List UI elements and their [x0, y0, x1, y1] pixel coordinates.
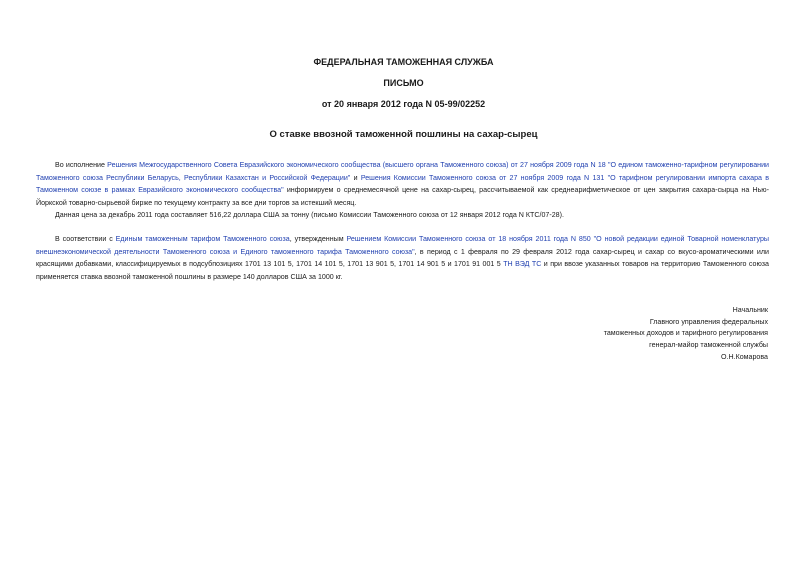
signature-block	[604, 305, 768, 364]
link-commission-decision-131[interactable]: Решения Комиссии Таможенного союза от 27 ноября 2009 года N 131 "О тарифном регулировании импорта сахара в Таможенном союзе в рамках Евразийского экономического сообщества"	[36, 173, 770, 194]
signature-department-1: Главного управления федеральных	[649, 317, 768, 326]
paragraph-1-text-3: информируем о среднемесячной цене на сахар-сырец, рассчитываемой как среднеарифметическое от цен закрытия сахара-сырца на Нью-Йоркской товарно-сырьевой бирже по текущему контракту за все дни торгов за истекший месяц.	[36, 186, 769, 207]
paragraph-3-text-3: , в период с 1 февраля по 29 февраля 2012 года сахар-сырец и сахар со вкусо-ароматическими или красящими добавками, классифицируемых в подсубпозициях 1701 13 101 5, 1701 14 101 5, 1701 13 901 5, 1701 14 901 5 и 1701 91 001 5	[36, 247, 769, 268]
document-subject: О ставке ввозной таможенной пошлины на сахар-сырец	[269, 129, 538, 140]
signature-name: О.Н.Комарова	[720, 352, 768, 361]
signature-department-2: таможенных доходов и тарифного регулирования	[603, 329, 768, 338]
link-eurasec-decision-18[interactable]: Решения Межгосударственного Совета Евразийского экономического сообщества (высшего органа Таможенного союза) от 27 ноября 2009 года N 18 "О едином таможенно-тарифном регулировании Таможенного союза Республики Беларусь, Республики Казахстан и Российской Федерации"	[36, 161, 770, 182]
paragraph-3-text-1: В соответствии с	[55, 235, 116, 243]
paragraph-1	[36, 159, 769, 209]
paragraph-3-text-2: , утвержденным	[289, 235, 347, 243]
document-type: ПИСЬМО	[383, 78, 424, 88]
paragraph-3	[36, 233, 769, 283]
paragraph-1-text-1: Во исполнение	[55, 161, 108, 169]
document-date-number: от 20 января 2012 года N 05-99/02252	[321, 99, 486, 109]
paragraph-2: Данная цена за декабрь 2011 года составляет 516,22 доллара США за тонну (письмо Комиссии Таможенного союза от 12 января 2012 года N КТС/07-28).	[55, 211, 564, 219]
agency-title: ФЕДЕРАЛЬНАЯ ТАМОЖЕННАЯ СЛУЖБА	[313, 57, 494, 67]
signature-rank: генерал-майор таможенной службы	[649, 341, 768, 350]
paragraph-3-text-4: и при ввозе указанных товаров на территорию Таможенного союза применяется ставка ввозной таможенной пошлины в размере 140 долларов США за 1000 кг.	[36, 260, 769, 281]
link-tn-ved-ts[interactable]: ТН ВЭД ТС	[503, 260, 542, 268]
link-unified-customs-tariff[interactable]: Единым таможенным тарифом Таможенного союза	[115, 235, 290, 243]
link-commission-decision-850[interactable]: Решением Комиссии Таможенного союза от 18 ноября 2011 года N 850 "О новой редакции единой Товарной номенклатуры внешнеэкономической деятельности Таможенного союза и Единого таможенного тарифа Таможенного союза"	[36, 235, 769, 256]
paragraph-1-text-2: и	[350, 173, 361, 182]
signature-position: Начальник	[732, 306, 768, 314]
